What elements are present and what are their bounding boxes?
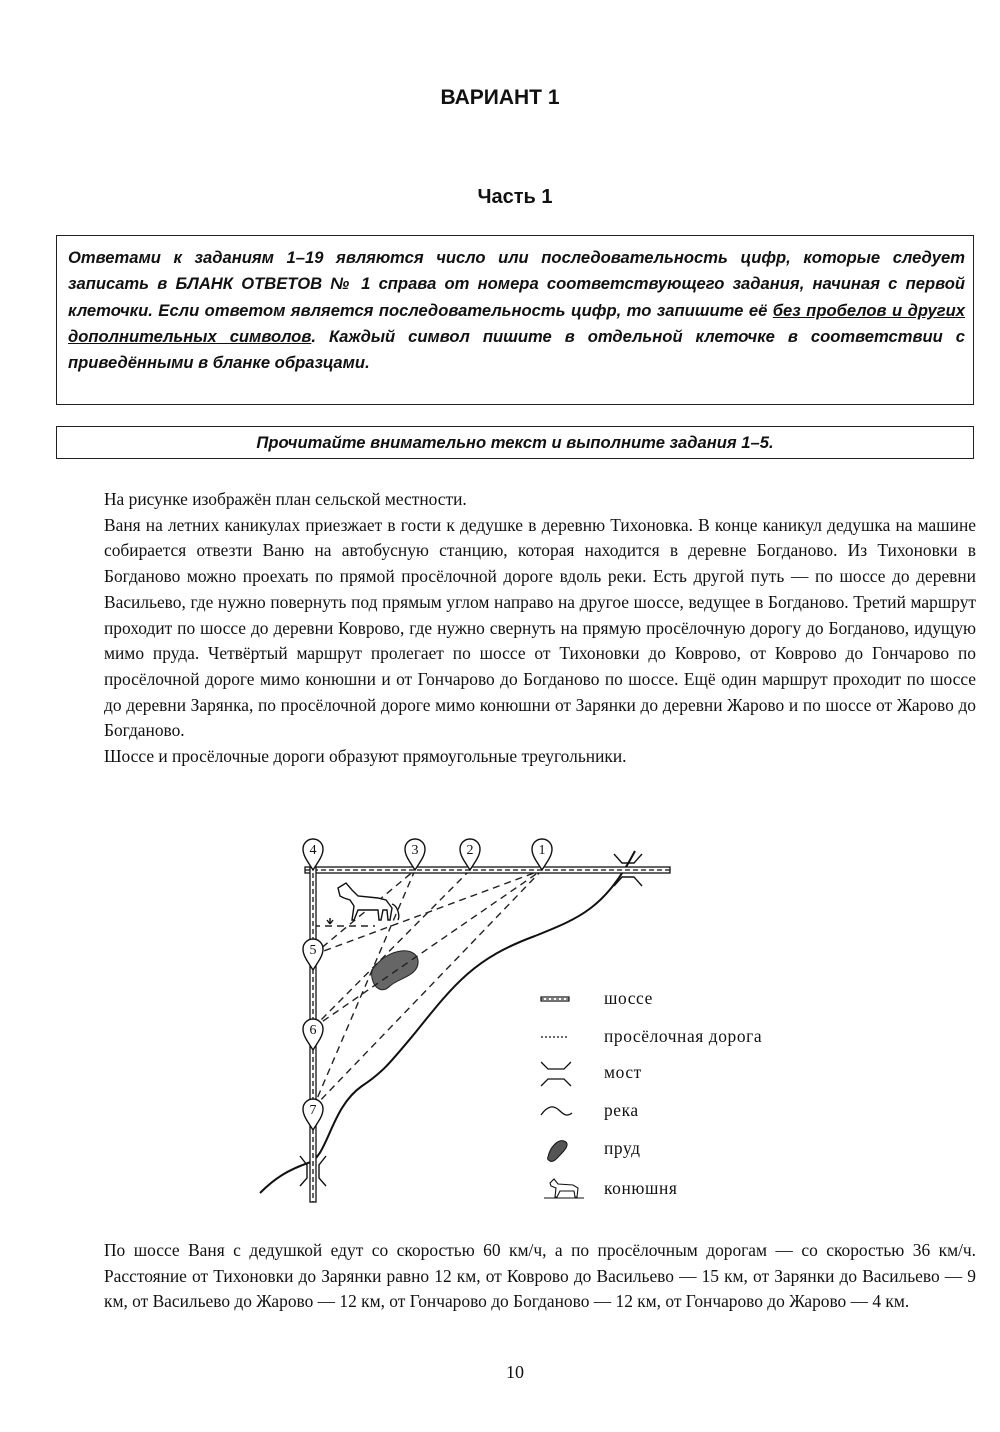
highway-icon	[540, 985, 585, 1015]
instructions-box	[56, 235, 974, 405]
variant-title: ВАРИАНТ 1	[440, 86, 560, 109]
legend-label-stable: конюшня	[604, 1178, 678, 1198]
marker-7-label: 7	[309, 1103, 317, 1118]
stable-icon	[540, 1175, 585, 1205]
story-paragraph-1: На рисунке изображён план сельской местности.	[104, 489, 467, 509]
marker-4-label: 4	[309, 843, 317, 858]
marker-6	[303, 1019, 323, 1050]
legend-label-highway: шоссе	[604, 988, 653, 1008]
part-title: Часть 1	[477, 186, 553, 208]
pond	[372, 951, 419, 990]
marker-3	[405, 839, 425, 870]
dirt-road-icon	[540, 1023, 585, 1053]
story-paragraph-2: Ваня на летних каникулах приезжает в гости к дедушке в деревню Тихоновка. В конце каникул дедушка на машине собирается отвезти Ваню на автобусную станцию, которая находится в деревне Богданово. Из Тихоновки в Богданово можно проехать по прямой просёлочной дороге вдоль реки. Есть другой путь — по шоссе до деревни Васильево, где нужно повернуть под прямым углом направо на другое шоссе, ведущее в Богданово. Третий маршрут проходит по шоссе до деревни Коврово, где нужно свернуть на прямую просёлочную дорогу до Богданово, идущую мимо пруда. Четвёртый маршрут пролегает по шоссе от Тихоновки до Коврово, от Коврово до Гончарово по просёлочной дороге мимо конюшни и от Гончарово до Богданово по шоссе. Ещё один маршрут проходит по шоссе до деревни Зарянка, по просёлочной дороге мимо конюшни от Зарянки до деревни Жарово и по шоссе от Жарово до Богданово.	[104, 514, 976, 741]
markers	[303, 839, 552, 1130]
story-text	[104, 487, 976, 770]
task-header-box: Прочитайте внимательно текст и выполните задания 1–5.	[56, 426, 974, 459]
pond-icon	[540, 1135, 585, 1165]
instructions-text-end: . Каждый символ пишите в отдельной клеточке в соответствии с приведёнными в бланке образцами.	[68, 326, 965, 373]
legend-label-river: река	[604, 1100, 639, 1120]
marker-6-label: 6	[309, 1023, 317, 1038]
conditions-paragraph: По шоссе Ваня с дедушкой едут со скоростью 60 км/ч, а по просёлочным дорогам — со скоростью 36 км/ч. Расстояние от Тихоновки до Зарянки равно 12 км, от Коврово до Васильево — 15 км, от Зарянки до Васильево — 9 км, от Васильево до Жарово — 12 км, от Гончарово до Богданово — 12 км, от Гончарово до Жарово — 4 км.	[104, 1240, 976, 1312]
instructions-underlined-text: без пробелов и других дополнительных символов	[68, 300, 965, 346]
legend-label-bridge: мост	[604, 1062, 642, 1082]
conditions-text	[104, 1238, 976, 1315]
bridge-icon	[540, 1059, 585, 1089]
dirt-roads	[313, 870, 542, 1108]
stable-horse	[327, 883, 399, 924]
legend-label-dirt-road: просёлочная дорога	[604, 1026, 763, 1046]
marker-5-label: 5	[309, 943, 317, 958]
instructions-text-start: Ответами к заданиям 1–19 являются число или последовательность цифр, которые следует записать в БЛАНК ОТВЕТОВ № 1 справа от номера соответствующего задания, начиная с первой клеточки. Если ответом является последовательность цифр, то запишите её	[68, 248, 965, 320]
marker-7	[303, 1099, 323, 1130]
story-paragraph-3: Шоссе и просёлочные дороги образуют прямоугольные треугольники.	[104, 746, 627, 767]
marker-2	[460, 839, 480, 870]
marker-1	[532, 839, 552, 870]
legend-label-pond: пруд	[604, 1138, 641, 1158]
village-map	[250, 828, 700, 1220]
marker-4	[303, 839, 323, 870]
marker-1-label: 1	[538, 843, 546, 858]
marker-3-label: 3	[411, 843, 419, 858]
page-number: 10	[506, 1362, 524, 1382]
marker-5	[303, 939, 323, 970]
marker-2-label: 2	[466, 843, 474, 858]
river-icon	[540, 1097, 585, 1127]
